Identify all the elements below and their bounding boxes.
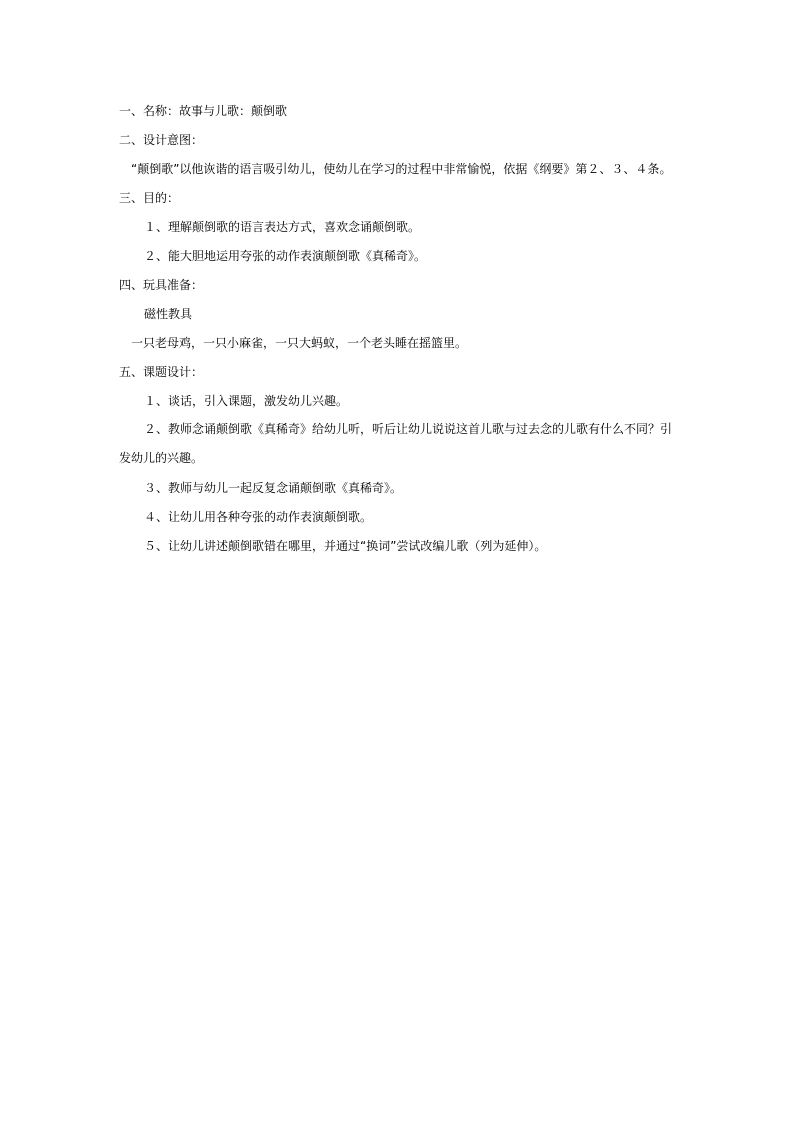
lesson-step-3: ３、教师与幼儿一起反复念诵颠倒歌《真稀奇》。 [144, 481, 403, 495]
section-name: 一、名称：故事与儿歌：颠倒歌 [119, 104, 288, 118]
lesson-step-5: ５、让幼儿讲述颠倒歌错在哪里，并通过“换词”尝试改编儿歌（列为延伸）。 [144, 539, 547, 553]
section-design-intent: 二、设计意图： [119, 133, 204, 147]
lesson-step-1: １、谈话，引入课题，激发幼儿兴趣。 [144, 394, 349, 408]
section-lesson-design: 五、课题设计： [119, 365, 204, 379]
preparation-item-2: 一只老母鸡，一只小麻雀，一只大蚂蚁，一个老头睡在摇篮里。 [131, 336, 468, 350]
goal-item-1: １、理解颠倒歌的语言表达方式，喜欢念诵颠倒歌。 [144, 220, 421, 234]
section-goals: 三、目的： [119, 191, 180, 205]
design-intent-text: “颠倒歌”以他诙谐的语言吸引幼儿，使幼儿在学习的过程中非常愉悦，依据《纲要》第２、３、４条。 [131, 162, 672, 176]
preparation-item-1: 磁性教具 [144, 307, 193, 321]
goal-item-2: ２、能大胆地运用夸张的动作表演颠倒歌《真稀奇》。 [144, 249, 427, 263]
lesson-step-2: ２、教师念诵颠倒歌《真稀奇》给幼儿听，听后让幼儿说说这首儿歌与过去念的儿歌有什么不同？引发幼儿的兴趣。 [119, 422, 673, 465]
lesson-step-4: ４、让幼儿用各种夸张的动作表演颠倒歌。 [144, 510, 373, 524]
section-preparation: 四、玩具准备： [119, 278, 204, 292]
